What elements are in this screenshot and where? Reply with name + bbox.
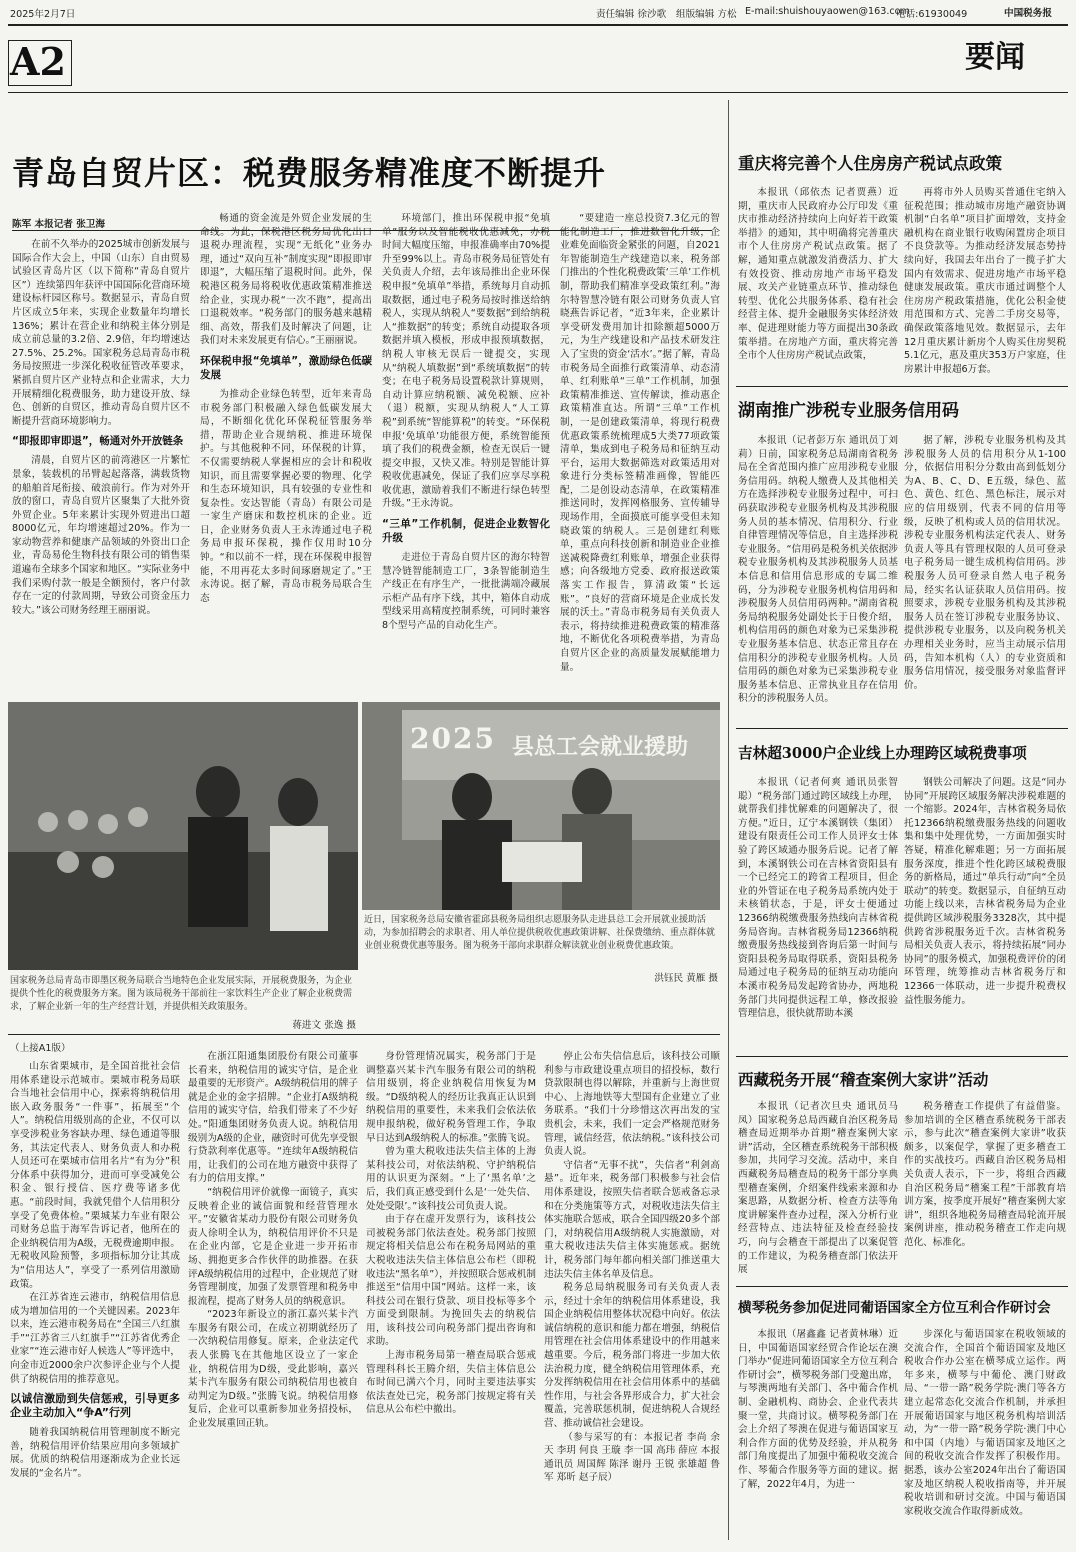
cont-col-3: 身份管理情况属实，税务部门于是调整嘉兴某卡汽车服务有限公司的纳税信用级别，将企业纳税信用恢复为M级。“D级纳税人的经历让我真正认识到纳税信用的重要性，未来我们会依法依规申报纳税，做好税务管理工作，争取早日达到A级纳税人的标准。”张腾飞说。 曾为重大税收违法失信主体的上海某科技公司，对依法纳税、守护纳税信用的认识更为深刻。“上了‘黑名单’之后，我们真正感受到什么是‘一处失信、处处受限’。”该科技公司负责人说。 由于存在虚开发票行为，该科技公司被税务部门依法查处。税务部门按照规定将相关信息公布在税务局网站的重大税收违法失信主体信息公布栏（即税收违法“黑名单”），并按照联合惩戒机制推送至“信用中国”网站。这样一来，该科技公司在银行贷款、项目投标等多个方面受到限制。为挽回失去的纳税信用，该科技公司向税务部门提出咨询和求助。 上海市税务局第一稽查局联合惩戒管理科科长王腾介绍，失信主体信息公布时间已满六个月，同时主要违法事实依法查处已完，税务部门按规定将有关信息从公布栏中撤出。	[366, 1051, 536, 1416]
lower-rule	[8, 1034, 720, 1035]
rule-a2	[736, 728, 1068, 729]
article-hengqin-col-1: 本报讯（屠鑫鑫 记者黄林琳）近日，中国葡语国家经贸合作论坛在澳门举办“促进同葡语国家全方位互利合作研讨会”，横琴税务部门受邀出席，与琴澳两地有关部门、各中葡合作机制、金融机构、商协会、企业代表共聚一堂，共商讨议。横琴税务部门在会上介绍了琴澳在促进与葡语国家互利合作方面的优势及经验，并从税务部门角度提出了加强中葡税收交流合作、琴葡合作服务等方面的建议。据了解，2022年4月，为进一	[738, 1329, 898, 1490]
photo-tax-service-factory	[8, 702, 358, 970]
main-col-3: 环境部门，推出环保税申报“免填单”服务以及智能税收优惠减免，办税时间大幅度压缩，申报准确率由70%提升至99%以上。青岛市税务局征管处有关负责人介绍，去年该局推出企业环保税申报“免填单”举措，系统每月自动抓取数据，通过电子税务局按时推送给纳税人，实现从纳税人“要数据”到给纳税人“推数据”的转变；系统自动提取各项数据并填入模板，形成申报预填数据，纳税人审核无误后一键提交，实现从“纳税人填数据”到“系统填数据”的转变；在电子税务局设置税款计算规则，自动计算应纳税额、减免税额、应补（退）税额，实现从纳税人“人工算税”到系统“智能算税”的转变。“环保税申报‘免填单’功能很方便，系统智能预填了我们的税费金额，检查无误后一键提交申报，又快又准。特别是智能计算税收优惠减免，保证了我们应享尽享税收优惠，激励着我们不断进行绿色转型升级。”王永涛说。 “三单”工作机制，促进企业数智化升级 走进位于青岛自贸片区的海尔特智慧冷链智能制造工厂，3条智能制造生产线正在有序生产，一批批满端冷藏展示柜产品有序下线，其中，箱体自动成型线采用高精度控制系统，可同时兼容8个型号产品的自动化生产。	[382, 213, 550, 632]
issue-date: 2025年2月7日	[10, 9, 76, 20]
article-hunan-col-1: 本报讯（记者彭万东 通讯员丁刘莉）日前，国家税务总局湖南省税务局在全省范围内推广应用涉税专业服务信用码。纳税人缴费人及其他相关方在选择涉税专业服务过程中，可扫码获取涉税专业服务机构及其涉税服务人员的基本情况、信用积分、行业自律管理情况等信息，自主选择涉税专业服务。“信用码是税务机关依据涉税专业服务机构及其涉税服务人员基本信息和信用信息形成的专属二维码，分为涉税专业服务机构信用码和涉税服务人员信用码两种。”湖南省税务局纳税服务处副处长于日俊介绍，机构信用码的颜色对象为已采集涉税专业服务基本信息、状态正常且存在信用积分的涉税专业服务机构。人员信用码的颜色对象为已采集涉税专业服务基本信息、正常执业且存在信用积分的涉税服务人员。	[738, 435, 898, 705]
main-col-4: “要建造一座总投资7.3亿元的智能化制造工厂，推进数智化升级，企业难免面临资金紧张的问题，自2021年智能制造生产线建造以来，税务部门推出的个性化税费政策‘三单’工作机制，帮助我们精准享受政策红利。”海尔特智慧冷链有限公司财务负责人官晓燕告诉记者，“近3年来，企业累计享受研发费用加计扣除额超5000万元，为生产线建设和产品技术研发注入了宝贵的资金‘活水’。”据了解，青岛市税务局全面推行政策清单、动态清单、红利账单“三单”工作机制，加强政策精准推送、宣传解读，推动惠企政策精准直达。所谓“三单”工作机制，一是创建政策清单，将现行税费优惠政策系统梳理成5大类77项政策清单，集成到电子税务局和征纳互动平台，运用大数据筛选对政策适用对象进行分类标签精准画像，智能匹配，二是创设动态清单，在政策精准推送同时，发挥网格服务、宣传辅导现场作用，全面摸底可能享受但未知晓政策的纳税人。三是创建红利账单，重点向科技创新和制造业企业推送减税降费红利账单，增强企业获得感；向各级地方党委、政府报送政策落实工作报告，算清政策“长远账”。“良好的营商环境是企业成长发展的沃土。”青岛市税务局有关负责人表示，将持续推进税费政策的精准落地，不断优化各项税费举措，为青岛自贸片区企业的高质量发展赋能增力量。	[560, 213, 720, 673]
event-banner-year: 2025	[410, 722, 496, 755]
article-xizang-col-2: 税务稽查工作提供了有益借鉴。参加培训的全区稽查系统税务干部表示，参与此次“稽查案例大家讲”收获颇多，以案促学，掌握了更多稽查工作的实战技巧。西藏自治区税务局相关负责人表示，下一步，将组合西藏自治区税务局“稽案工程”干部教育培训方案，按季度开展好“稽查案例大家讲”，组织各地税务局稽查局轮流开展案例讲座，推动税务稽查工作走向规范化、标准化。	[904, 1101, 1066, 1248]
photo-right-credit: 洪钰民 黄雁 摄	[654, 973, 718, 984]
article-xizang-col-1: 本报讯（记者次旦央 通讯员马凤）国家税务总局西藏自治区税务局稽查局近期举办首期“稽查案例大家讲”活动，全区稽查系统税务干部积极参加，共同学习交流。活动中，来自西藏税务局稽查局的税务干部分享典型稽查案例，介绍案件线索来源和办案思路，从数据分析、检查方法等角度讲解案件查办过程，深入分析行业经营特点、违法特征及检查经验技巧，向与会稽查干部提出了以案促管的工作建议，为税务稽查部门依法开展	[738, 1101, 898, 1276]
article-jilin-col-2: 钢铁公司解决了问题。这是“同办协同”开展跨区域服务解决涉税难题的一个缩影。2024年，吉林省税务局依托12366纳税缴费服务热线的问题收集和集中处理优势，一方面加强实时答疑，精准化解难题；另一方面拓展服务深度，推进个性化跨区域税费服务的新格局，通过“单兵行动”向“全员联动”的转变。数据显示，自征纳互动功能上线以来，吉林省税务局为企业提供跨区域涉税服务3328次，其中提供跨省涉税服务近千次。吉林省税务局相关负责人表示，将持续拓展“同办协同”的服务模式，加强税费评价的闭环管理，统筹推动吉林省税务厅和12366一体联动，进一步提升税费权益性服务能力。	[904, 777, 1066, 1006]
article-jilin-title: 吉林超3000户企业线上办理跨区域税费事项	[738, 745, 1027, 762]
main-col-2: 畅通的资金流是外贸企业发展的生命线。为此，保税港区税务局优化出口退税办理流程，实现“无纸化”业务办理，通过“双向互补”制度实现“即报即审即退”，大幅压缩了退税时间。此外，保税港区税务局将税收优惠政策精准推送给企业，实现办税“一次不跑”，提高出口退税效率。“税务部门的服务越来越精细、高效，帮我们及时解决了问题，让我们对未来发展更有信心。”王丽丽说。 环保税申报“免填单”，激励绿色低碳发展 为推动企业绿色转型，近年来青岛市税务部门积极融入绿色低碳发展大局，不断细化优化环保税征管服务举措，帮助企业合规纳税、推进环境保护。与其他税种不同，环保税的计算，不仅需要纳税人掌握相应的会计和税收知识，而且需要掌握必要的物理、化学和生态环境知识，具有较强的专业性和复杂性。安达智能（青岛）有限公司是一家生产磨床和数控机床的企业。近日，企业财务负责人王永涛通过电子税务局申报环保税，操作仅用时10分钟。“和以前不一样，现在环保税申报智能，不用再花太多时间琢磨规定了。”王永涛说。据了解，青岛市税务局联合生态	[200, 213, 372, 604]
main-subhead-3: “三单”工作机制，促进企业数智化升级	[382, 518, 550, 545]
page-number-box	[8, 40, 72, 86]
cont-subhead: 以诚信激励到失信惩戒，引导更多企业主动加入“争A”行列	[10, 1392, 180, 1420]
contact-phone: 电话:61930049	[896, 9, 968, 20]
article-hunan-title: 湖南推广涉税专业服务信用码	[738, 401, 959, 421]
page-number: A2	[10, 39, 66, 84]
photo-factory-illustration	[8, 702, 358, 970]
contact-email: E-mail:shuishouyaowen@163.com	[745, 6, 910, 17]
page-designer: 组版编辑 方松	[676, 9, 737, 20]
rule-a1	[736, 386, 1068, 387]
article-jilin-col-1: 本报讯（记者何爽 通讯员张智聪）“税务部门通过跨区域线上办理，就帮我们排忧解难的问题解决了，很方便。”近日，辽宁本溪钢铁（集团）建设有限责任公司工作人员评女士体验了跨区域通办服务后说。记者了解到，本溪钢铁公司在吉林省资阳县有一个已经完工的跨省工程项目，但企业的外管证在电子税务局系统内处于未核销状态，于是，评女士便通过12366纳税缴费服务热线向吉林省税务局咨询。吉林省税务局12366纳税缴费服务热线接到咨询后第一时间与资阳县税务局取得联系，资阳县税务局通过电子税务局的征纳互动功能向本溪市税务局发起跨省协办，两地税务部门共同提供远程工单，修改报验管理信息，很快就帮助本溪	[738, 777, 898, 1020]
page-editor: 责任编辑 徐沙歌	[596, 9, 667, 20]
cont-col-2: 在浙江阳通集团股份有限公司董事长看来，纳税信用的诚实守信，是企业最重要的无形资产。A级纳税信用的牌子就是企业的金字招牌。“企业打A级纳税信用的诚实守信，给我们带来了不少好处。”阳通集团财务负责人说。纳税信用级别为A级的企业，融资时可优先享受银行贷款利率优惠等。“连续年A级纳税信用，让我们的公司在地方融资中获得了有力的信用支撑。” “纳税信用评价就像一面镜子，真实反映着企业的诚信面貌和经营管理水平。”安徽省某动力股份有限公司财务负责人徐明全认为，纳税信用评价不只是在企业内部，它是企业进一步开拓市场、拥抱更多合作伙伴的助推器。在获评A级纳税信用的过程中，企业规范了财务管理制度，加强了发票管理和税务申报流程，提高了财务人员的纳税意识。 “2023年新设立的浙江嘉兴某卡汽车服务有限公司，在成立初期就经历了一次纳税信用修复。原来，企业法定代表人张腾飞在其他地区设立了一家企业，纳税信用为D级，受此影响，嘉兴某卡汽车服务有限公司纳税信用也被自动判定为D级。”张腾飞说。纳税信用修复后，企业可以重新参加业务招投标，企业发展重回正轨。	[188, 1051, 358, 1430]
main-col-1: 在前不久举办的2025城市创新发展与国际合作大会上，中国（山东）自由贸易试验区青岛片区（以下简称“青岛自贸片区”）连续第四年获评中国国际化营商环境建设标杆园区称号。数据显示，青岛自贸片区成立5年来，实现企业数量年均增长136%；累计在营企业和纳税主体分别是成立前总量的3.2倍、2.9倍，年均增速达27.5%、25.2%。国家税务总局青岛市税务局按照进一步深化税收征管改革要求，紧抓自贸片区产业特点和企业需求，大力开展精细化税费服务，助力建设开放、绿色、创新的自贸区，推动青岛自贸片区不断提升营商环境影响力。 “即报即审即退”，畅通对外开放链条 清晨，自贸片区的前湾港区一片繁忙景象，装载机的吊臂起起落落，满载货物的船舶首尾衔接、破浪前行。作为对外开放的窗口，青岛自贸片区聚集了大批外资外贸企业。5年来累计实现外贸进出口超8000亿元，年均增速超过20%。作为一家动物营养和健康产品领域的外资出口企业，青岛易伦生物科技有限公司的销售渠道遍布全球多个国家和地区。“实际业务中我们采购付款一般是全额预付，客户付款存在一定的付款周期，导致公司资金压力较大。”该公司财务经理王丽丽说。	[12, 239, 190, 616]
article-chongqing-title: 重庆将完善个人住房房产税试点政策	[738, 154, 1002, 173]
rule-a3	[736, 1056, 1068, 1057]
main-subhead-2: 环保税申报“免填单”，激励绿色低碳发展	[200, 354, 372, 381]
cont-col-1: 山东省栗城市，是全国首批社会信用体系建设示范城市。栗城市税务局联合当地社会信用中心，探索将纳税信用嵌入政务服务“一件事”，拓展至“个人”。纳税信用级别高的企业，不仅可以享受涉税业务容缺办理、绿色通道等服务，其法定代表人、财务负责人和办税人员还可在栗城市信用名片“有为分”积分体系中获得加分，进而可享受减免公积金、银行授信、医疗费等诸多优惠。“前段时间，我就凭借个人信用积分享受了免费体检。”栗城某力车业有限公司财务总监于海军告诉记者，他所在的企业纳税信用为A级，无税费逾期申报。无税收风险预警，多项指标加分让其成为“信用达人”，享受了一系列信用激励政策。 在江苏省连云港市，纳税信用信息成为增加信用的一个关键因素。2023年以来，连云港市税务局在“全国三八红旗手”“江苏省三八红旗手”“江苏省优秀企业家”“连云港市好人候选人”等评选中，向金市近2000余户次参评企业与个人提供了纳税信用的推荐意见。 以诚信激励到失信惩戒，引导更多企业主动加入“争A”行列 随着我国纳税信用管理制度不断完善，纳税信用评价结果应用向多领域扩展。优质的纳税信用逐渐成为企业长远发展的“金名片”。	[10, 1061, 180, 1480]
photo-right-caption: 近日，国家税务总局安徽省霍邱县税务局组织志愿服务队走进县总工会开展就业援助活动，为参加招聘会的求职者、用人单位提供税收优惠政策讲解、社保费缴纳、重点群体就业创业税费优惠等服务。图为税务干部向求职群众解读就业创业税费优惠政策。	[364, 915, 716, 951]
main-subhead-1: “即报即审即退”，畅通对外开放链条	[12, 435, 184, 448]
article-chongqing-col-2: 再将市外人员购买普通住宅纳入征税范围；推动城市房地产融资协调机制“白名单”项目扩面增效，支持金融机构在商业银行收购闲置房企项目不良贷款等。为推动经济发展态势持续向好，我国去年出台了一揽子扩大国内有效需求、促进房地产市场平稳健康发展政策。重庆市通过调整个人住房房产税政策措施，优化公积金使用范围和方式、完善二手房交易等，确保政策落地见效。数据显示，去年12月重庆累计新房个人购买住房契税5.1亿元，惠及重庆353万户家庭，住房累计申报超6万套。	[904, 187, 1066, 375]
main-byline: 陈军 本报记者 张卫海	[12, 219, 106, 230]
article-hengqin-col-2: 步深化与葡语国家在税收领域的交流合作，全国首个葡语国家及地区税收合作办公室在横琴成立运作。两年多来，横琴与中葡伦、澳门财政局、“一带一路”税务学院·澳门等各方建立起常态化交流合作机制，并承担开展葡语国家与地区税务机构培训活动，为“一带一路”税务学院·澳门中心和中国（内地）与葡语国家及地区之间的税收交流合作发挥了积极作用。据悉，该办公室2024年出台了葡语国家及地区纳税人税收指南等，并开展税收培训和研讨交流。中国与葡语国家税收交流合作取得新成效。	[904, 1329, 1066, 1517]
article-hunan-col-2: 据了解，涉税专业服务机构及其涉税服务人员的信用积分从1-100分，依据信用积分分数由高到低划分为A、B、C、D、E五级，绿色、蓝色、黄色、红色、黑色标注，展示对应的信用级别，代表不同的信用等级，反映了机构或人员的信用状况。涉税专业服务机构法定代表人、财务负责人等具有管理权限的人员可登录电子税务局一键生成机构信用码。涉税服务人员可登录自然人电子税务局，经实名认证获取人员信用码。按照要求，涉税专业服务机构及其涉税服务人员在签订涉税专业服务协议、提供涉税专业服务，以及向税务机关办理相关业务时，应当主动展示信用码，告知本机构（人）的专业资质和服务信用情况，接受服务对象监督评价。	[904, 435, 1066, 691]
section-name: 要闻	[965, 40, 1025, 75]
continued-label: （上接A1版）	[10, 1043, 71, 1054]
header-rule	[8, 24, 1068, 26]
article-hengqin-title: 横琴税务参加促进同葡语国家全方位互利合作研讨会	[738, 1300, 1051, 1316]
rule-a4	[736, 1286, 1068, 1287]
section-rule	[8, 92, 1068, 93]
photo-left-caption: 国家税务总局青岛市即墨区税务局联合当地特色企业发展实际，开展税费服务，为企业提供个性化的税费服务方案。图为该局税务干部前往一家饮料生产企业了解企业税费需求，了解企业新一年的生产经营计划，并提供相关政策服务。	[10, 976, 353, 1012]
article-xizang-title: 西藏税务开展“稽查案例大家讲”活动	[738, 1070, 989, 1089]
main-headline: 青岛自贸片区：税费服务精准度不断提升	[12, 154, 607, 192]
event-banner-text: 县总工会就业援助	[512, 734, 689, 760]
cont-col-4: 停止公布失信信息后，该科技公司顺利参与市政建设重点项目的招投标，数行贷款限制也得以解除，并重新与上海世贸中心、上海地铁等大型国有企业建立了业务联系。“我们十分珍惜这次再出发的宝贵机会，未来，我们一定会严格规范财务管理，诚信经营，依法纳税。”该科技公司负责人说。 守信者“无事不扰”，失信者“利剑高悬”。近年来，税务部门积极参与社会信用体系建设，按照失信者联合惩戒备忘录和在分类施策等方式，对税收违法失信主体实施联合惩戒，联合全国四级20多个部门，对纳税信用A级纳税人实施激励，对重大税收违法失信主体实施惩戒。据统计，税务部门每年都向相关部门推送重大违法失信主体名单及信息。 税务总局纳税服务司有关负责人表示，经过十余年的纳税信用体系建设，我国企业纳税信用整体状况稳中向好。依法诚信纳税的意识和能力都在增强，纳税信用管理在社会信用体系建设中的作用越来越重要。今后，税务部门将进一步加大依法治税力度，健全纳税信用管理体系，充分发挥纳税信用在社会信用体系中的基础性作用，与社会各界形成合力，扩大社会覆盖，完善联惩机制，促进纳税人合规经营、推动诚信社会建设。 （参与采写的有：本报记者 李尚 余天 李玥 何良 王璇 李一国 高玮 薛应 本报通讯员 周国辉 陈泽 谢丹 王锐 张雄超 鲁军 郑昕 赵子辰）	[544, 1051, 720, 1484]
photo-employment-event	[362, 702, 720, 910]
photo-left-credit: 蒋进文 张逸 摄	[292, 1020, 356, 1031]
newspaper-name: 中国税务报	[1004, 8, 1052, 19]
article-chongqing-col-1: 本报讯（邱依杰 记者贾燕）近期，重庆市人民政府办公厅印发《重庆市推动经济持续向上向好若干政策举措》的通知，其中明确将完善重庆市个人住房房产税试点政策。据了解，通知重点就激发消费活力、扩大有效投资、推动房地产市场平稳发展、攻关产业链重点环节、推动绿色转型、优化公共服务体系、稳有社会经营主体、提升金融服务实体经济效率、促进理财能力等方面提出30条政策举措。在房地产方面，重庆将完善全市个人住房房产税试点政策，	[738, 187, 898, 362]
column-divider	[728, 100, 729, 1540]
